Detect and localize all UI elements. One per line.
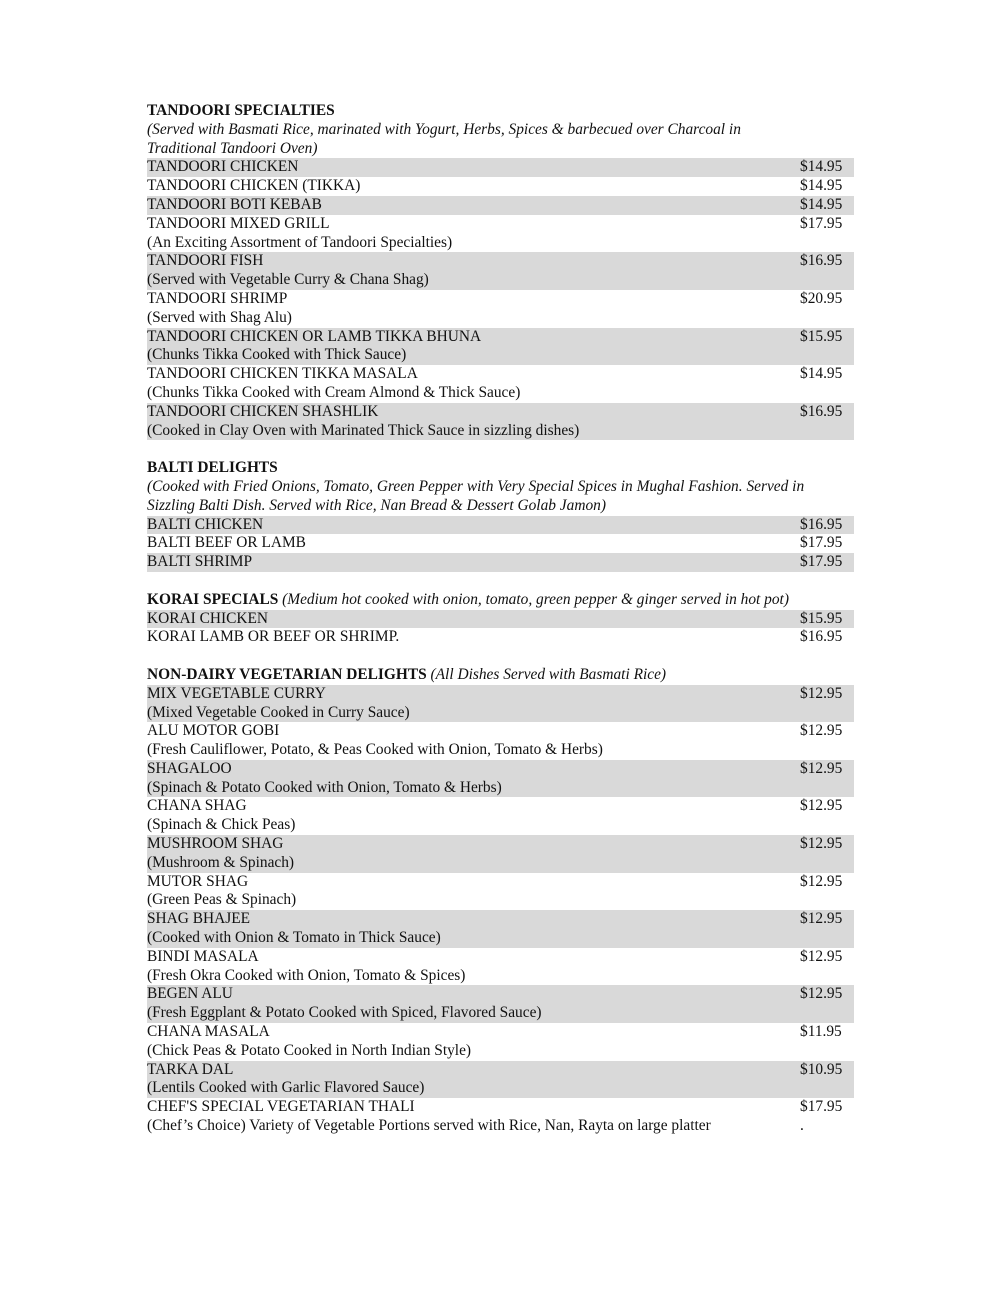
menu-item-line bbox=[147, 628, 854, 647]
menu-item bbox=[147, 516, 854, 535]
menu-item-price: $17.95 bbox=[800, 1098, 843, 1116]
menu-item-price: $10.95 bbox=[800, 1060, 843, 1078]
menu-section bbox=[147, 102, 854, 440]
menu-item-name: BALTI CHICKEN bbox=[147, 515, 264, 533]
menu-item-description-line bbox=[147, 1117, 854, 1136]
section-heading bbox=[147, 459, 854, 478]
menu-item-description: (Chick Peas & Potato Cooked in North Indian Style) bbox=[147, 1041, 472, 1059]
menu-item-name: MIX VEGETABLE CURRY bbox=[147, 684, 326, 702]
menu-item-price: $14.95 bbox=[800, 158, 843, 176]
section-intro-line: (Cooked with Fried Onions, Tomato, Green Pepper with Very Special Spices in Mughal Fashion. Served in bbox=[147, 477, 805, 495]
section-intro-line: Sizzling Balti Dish. Served with Rice, Nan Bread & Dessert Golab Jamon) bbox=[147, 496, 606, 514]
menu-item-description: (Fresh Cauliflower, Potato, & Peas Cooked with Onion, Tomato & Herbs) bbox=[147, 741, 603, 759]
menu-item-price: $17.95 bbox=[800, 534, 843, 552]
menu-item-price: $16.95 bbox=[800, 402, 843, 420]
menu-item bbox=[147, 365, 854, 403]
menu-item-name: TANDOORI BOTI KEBAB bbox=[147, 195, 322, 213]
menu-item-description-suffix: . bbox=[800, 1117, 804, 1135]
menu-item-line bbox=[147, 1023, 854, 1042]
menu-item bbox=[147, 910, 854, 948]
menu-item bbox=[147, 722, 854, 760]
menu-item-line bbox=[147, 797, 854, 816]
menu-item-name: TANDOORI CHICKEN (TIKKA) bbox=[147, 177, 361, 195]
menu-item-line bbox=[147, 328, 854, 347]
menu-item-price: $12.95 bbox=[800, 684, 843, 702]
section-heading bbox=[147, 591, 854, 610]
menu-item bbox=[147, 1098, 854, 1136]
menu-item-line bbox=[147, 403, 854, 422]
menu-item-line bbox=[147, 534, 854, 553]
menu-section bbox=[147, 591, 854, 647]
menu-item-name: TARKA DAL bbox=[147, 1060, 234, 1078]
menu-item-price: $12.95 bbox=[800, 985, 843, 1003]
menu-item-line bbox=[147, 873, 854, 892]
menu-item-line bbox=[147, 365, 854, 384]
menu-item bbox=[147, 985, 854, 1023]
menu-item-price: $12.95 bbox=[800, 872, 843, 890]
menu-item-name: BINDI MASALA bbox=[147, 947, 259, 965]
menu-item-price: $12.95 bbox=[800, 835, 843, 853]
menu-item-name: CHANA SHAG bbox=[147, 797, 247, 815]
menu-item-line bbox=[147, 215, 854, 234]
menu-item bbox=[147, 1023, 854, 1061]
menu-item-name: KORAI LAMB OR BEEF OR SHRIMP. bbox=[147, 628, 400, 646]
menu-item-description: (Spinach & Chick Peas) bbox=[147, 816, 296, 834]
menu-item-name: TANDOORI CHICKEN bbox=[147, 158, 299, 176]
menu-item-description: (Chunks Tikka Cooked with Cream Almond & Thick Sauce) bbox=[147, 383, 521, 401]
menu-item bbox=[147, 534, 854, 553]
menu-item-price: $12.95 bbox=[800, 947, 843, 965]
menu-item bbox=[147, 403, 854, 441]
section-heading bbox=[147, 666, 854, 685]
section-title: TANDOORI SPECIALTIES bbox=[147, 102, 335, 119]
menu-item-description: (An Exciting Assortment of Tandoori Specialties) bbox=[147, 233, 453, 251]
menu-item-line bbox=[147, 553, 854, 572]
menu-item-description: (Chef’s Choice) Variety of Vegetable Portions served with Rice, Nan, Rayta on large platter bbox=[147, 1117, 711, 1135]
section-intro bbox=[147, 121, 854, 159]
section-title: NON-DAIRY VEGETARIAN DELIGHTS bbox=[147, 665, 427, 683]
menu-item-name: BALTI BEEF OR LAMB bbox=[147, 534, 306, 552]
section-title-note: (All Dishes Served with Basmati Rice) bbox=[430, 665, 667, 683]
menu-item-name: TANDOORI CHICKEN TIKKA MASALA bbox=[147, 365, 418, 383]
menu-item-name: SHAG BHAJEE bbox=[147, 910, 251, 928]
menu-item-name: MUTOR SHAG bbox=[147, 872, 249, 890]
menu-item-name: CHEF'S SPECIAL VEGETARIAN THALI bbox=[147, 1098, 415, 1116]
menu-item bbox=[147, 610, 854, 629]
menu-item-price: $17.95 bbox=[800, 553, 843, 571]
menu-item-description: (Spinach & Potato Cooked with Onion, Tomato & Herbs) bbox=[147, 778, 502, 796]
menu-item bbox=[147, 685, 854, 723]
section-intro-line: (Served with Basmati Rice, marinated with Yogurt, Herbs, Spices & barbecued over Charcoal in bbox=[147, 120, 741, 138]
menu-item-line bbox=[147, 290, 854, 309]
menu-item-line bbox=[147, 760, 854, 779]
menu-item-price: $16.95 bbox=[800, 628, 843, 646]
menu-item-line bbox=[147, 685, 854, 704]
menu-item-name: SHAGALOO bbox=[147, 759, 232, 777]
menu-item-description: (Served with Shag Alu) bbox=[147, 308, 292, 326]
menu-item-price: $15.95 bbox=[800, 609, 843, 627]
menu-item-description: (Lentils Cooked with Garlic Flavored Sauce) bbox=[147, 1079, 425, 1097]
menu-item-description: (Fresh Eggplant & Potato Cooked with Spiced, Flavored Sauce) bbox=[147, 1004, 542, 1022]
section-title: KORAI SPECIALS bbox=[147, 590, 279, 608]
menu-item-name: TANDOORI CHICKEN SHASHLIK bbox=[147, 402, 379, 420]
menu-section bbox=[147, 666, 854, 1136]
menu-item-price: $12.95 bbox=[800, 797, 843, 815]
menu-item bbox=[147, 196, 854, 215]
menu-item-line bbox=[147, 516, 854, 535]
menu-item bbox=[147, 328, 854, 366]
menu-item-price: $20.95 bbox=[800, 289, 843, 307]
menu-item-line bbox=[147, 1098, 854, 1117]
menu-section bbox=[147, 459, 854, 572]
menu-item-name: TANDOORI SHRIMP bbox=[147, 289, 288, 307]
menu-item-line bbox=[147, 948, 854, 967]
section-intro-line: Traditional Tandoori Oven) bbox=[147, 139, 318, 157]
menu-item-price: $17.95 bbox=[800, 214, 843, 232]
menu-item-line bbox=[147, 158, 854, 177]
menu-item-description: (Cooked in Clay Oven with Marinated Thick Sauce in sizzling dishes) bbox=[147, 421, 580, 439]
menu-item-line bbox=[147, 910, 854, 929]
menu-item-price: $16.95 bbox=[800, 252, 843, 270]
menu-item bbox=[147, 177, 854, 196]
menu-item-price: $12.95 bbox=[800, 759, 843, 777]
section-intro bbox=[147, 478, 854, 516]
menu-item-description: (Served with Vegetable Curry & Chana Shag) bbox=[147, 271, 429, 289]
menu-item bbox=[147, 835, 854, 873]
menu-item bbox=[147, 760, 854, 798]
menu-item-description: (Fresh Okra Cooked with Onion, Tomato & Spices) bbox=[147, 966, 466, 984]
menu-item-price: $14.95 bbox=[800, 195, 843, 213]
menu-item bbox=[147, 797, 854, 835]
menu-item-line bbox=[147, 610, 854, 629]
menu-item bbox=[147, 1061, 854, 1099]
menu-item-name: KORAI CHICKEN bbox=[147, 609, 268, 627]
menu-item-name: CHANA MASALA bbox=[147, 1023, 270, 1041]
menu-item-price: $15.95 bbox=[800, 327, 843, 345]
menu-item-name: MUSHROOM SHAG bbox=[147, 835, 284, 853]
menu-item-line bbox=[147, 177, 854, 196]
menu-item-line bbox=[147, 1061, 854, 1080]
menu-item-price: $14.95 bbox=[800, 365, 843, 383]
menu-item-description: (Mushroom & Spinach) bbox=[147, 853, 295, 871]
menu-item bbox=[147, 628, 854, 647]
menu-item-price: $12.95 bbox=[800, 910, 843, 928]
menu-item-name: TANDOORI CHICKEN OR LAMB TIKKA BHUNA bbox=[147, 327, 482, 345]
menu-item-name: BALTI SHRIMP bbox=[147, 553, 253, 571]
section-title-note: (Medium hot cooked with onion, tomato, green pepper & ginger served in hot pot) bbox=[282, 590, 789, 608]
menu-page bbox=[147, 102, 854, 1155]
section-title: BALTI DELIGHTS bbox=[147, 459, 278, 477]
menu-item bbox=[147, 290, 854, 328]
menu-item bbox=[147, 252, 854, 290]
menu-item bbox=[147, 873, 854, 911]
menu-item-name: TANDOORI MIXED GRILL bbox=[147, 214, 330, 232]
menu-item-description: (Cooked with Onion & Tomato in Thick Sauce) bbox=[147, 929, 441, 947]
menu-item-line bbox=[147, 196, 854, 215]
menu-item bbox=[147, 215, 854, 253]
menu-item bbox=[147, 553, 854, 572]
menu-item-line bbox=[147, 835, 854, 854]
menu-item-name: BEGEN ALU bbox=[147, 985, 233, 1003]
menu-item-name: ALU MOTOR GOBI bbox=[147, 722, 280, 740]
menu-item-price: $16.95 bbox=[800, 515, 843, 533]
menu-item-price: $11.95 bbox=[800, 1023, 842, 1041]
menu-item-description: (Chunks Tikka Cooked with Thick Sauce) bbox=[147, 346, 407, 364]
menu-item-description: (Green Peas & Spinach) bbox=[147, 891, 297, 909]
menu-item-description: (Mixed Vegetable Cooked in Curry Sauce) bbox=[147, 703, 410, 721]
menu-item-line bbox=[147, 722, 854, 741]
menu-item-price: $14.95 bbox=[800, 177, 843, 195]
menu-item-price: $12.95 bbox=[800, 722, 843, 740]
menu-item-name: TANDOORI FISH bbox=[147, 252, 264, 270]
section-heading bbox=[147, 102, 854, 121]
menu-item-line bbox=[147, 985, 854, 1004]
menu-item-line bbox=[147, 252, 854, 271]
menu-item bbox=[147, 948, 854, 986]
menu-item bbox=[147, 158, 854, 177]
